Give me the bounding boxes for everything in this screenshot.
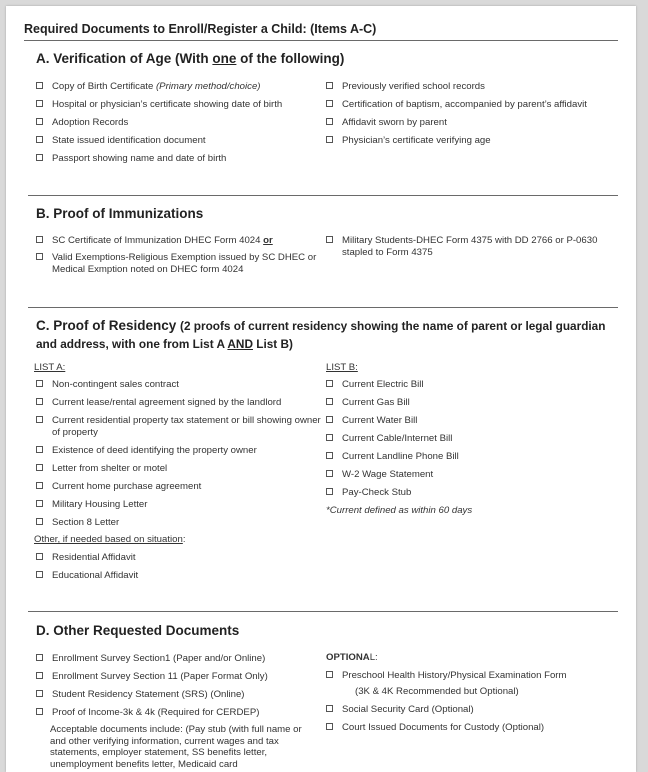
list-b-label: LIST B:: [326, 362, 358, 373]
checkbox-item[interactable]: Copy of Birth Certificate (Primary method/choice): [36, 81, 336, 93]
checkbox-item[interactable]: Physician’s certificate verifying age: [326, 135, 626, 147]
checkbox-icon[interactable]: [36, 553, 43, 560]
checkbox-icon[interactable]: [36, 672, 43, 679]
checkbox-icon[interactable]: [326, 671, 333, 678]
checkbox-icon[interactable]: [326, 705, 333, 712]
checkbox-item[interactable]: Residential Affidavit: [36, 552, 326, 564]
section-b-heading: B. Proof of Immunizations: [36, 206, 204, 221]
checkbox-item[interactable]: Preschool Health History/Physical Examination Form: [326, 670, 622, 682]
checkbox-item[interactable]: Student Residency Statement (SRS) (Online): [36, 689, 326, 701]
optional-label: OPTIONAL:: [326, 652, 378, 663]
checkbox-icon[interactable]: [326, 100, 333, 107]
checkbox-item[interactable]: Section 8 Letter: [36, 517, 326, 529]
checkbox-icon[interactable]: [36, 416, 43, 423]
checkbox-item[interactable]: Current Electric Bill: [326, 379, 616, 391]
checkbox-icon[interactable]: [326, 118, 333, 125]
current-definition-note: *Current defined as within 60 days: [326, 505, 473, 516]
checkbox-item[interactable]: State issued identification document: [36, 135, 336, 147]
checkbox-icon[interactable]: [326, 452, 333, 459]
document-page: [6, 6, 636, 772]
checkbox-icon[interactable]: [326, 236, 333, 243]
checkbox-icon[interactable]: [36, 118, 43, 125]
checkbox-icon[interactable]: [36, 100, 43, 107]
section-divider: [28, 611, 618, 612]
checkbox-icon[interactable]: [326, 398, 333, 405]
checkbox-icon[interactable]: [36, 136, 43, 143]
section-a-heading: A. Verification of Age (With one of the following): [36, 51, 345, 66]
checkbox-icon[interactable]: [36, 236, 43, 243]
checkbox-icon[interactable]: [36, 82, 43, 89]
acceptable-documents-text: Acceptable documents include: (Pay stub (with full name or and other verifying information, current wages and tax statements, employer statement, SS benefits letter, unemployment benefits letter, Medicaid card: [50, 724, 302, 770]
checkbox-icon[interactable]: [326, 82, 333, 89]
checkbox-icon[interactable]: [36, 654, 43, 661]
checkbox-item[interactable]: W-2 Wage Statement: [326, 469, 616, 481]
checkbox-icon[interactable]: [36, 518, 43, 525]
checkbox-item[interactable]: Letter from shelter or motel: [36, 463, 326, 475]
checkbox-item[interactable]: Military Housing Letter: [36, 499, 326, 511]
checkbox-item[interactable]: Adoption Records: [36, 117, 336, 129]
checkbox-icon[interactable]: [36, 500, 43, 507]
section-divider: [28, 307, 618, 308]
checkbox-item[interactable]: Passport showing name and date of birth: [36, 153, 336, 165]
checkbox-item[interactable]: Educational Affidavit: [36, 570, 326, 582]
checkbox-icon[interactable]: [326, 416, 333, 423]
checkbox-icon[interactable]: [326, 488, 333, 495]
checkbox-item[interactable]: Certification of baptism, accompanied by parent’s affidavit: [326, 99, 626, 111]
checkbox-item[interactable]: Social Security Card (Optional): [326, 704, 622, 716]
checkbox-icon[interactable]: [326, 434, 333, 441]
checkbox-item[interactable]: Enrollment Survey Section 11 (Paper Format Only): [36, 671, 326, 683]
checkbox-item[interactable]: Current Landline Phone Bill: [326, 451, 616, 463]
checkbox-item[interactable]: Proof of Income-3k & 4k (Required for CERDEP): [36, 707, 326, 719]
list-a-label: LIST A:: [34, 362, 66, 373]
checkbox-icon[interactable]: [326, 136, 333, 143]
checkbox-item[interactable]: Current home purchase agreement: [36, 481, 326, 493]
checkbox-item[interactable]: Valid Exemptions-Religious Exemption issued by SC DHEC or Medical Exmption noted on DHEC form 4024: [36, 252, 322, 275]
checkbox-item[interactable]: Current lease/rental agreement signed by the landlord: [36, 397, 326, 409]
title-divider: [24, 40, 618, 41]
page-title: Required Documents to Enroll/Register a Child: (Items A-C): [24, 22, 377, 36]
checkbox-item[interactable]: Non-contingent sales contract: [36, 379, 326, 391]
checkbox-icon[interactable]: [36, 571, 43, 578]
section-d-heading: D. Other Requested Documents: [36, 623, 240, 638]
checkbox-icon[interactable]: [36, 446, 43, 453]
checkbox-item[interactable]: Military Students-DHEC Form 4375 with DD 2766 or P-0630 stapled to Form 4375: [326, 235, 610, 258]
checkbox-icon[interactable]: [36, 380, 43, 387]
optional-note: (3K & 4K Recommended but Optional): [355, 686, 519, 697]
checkbox-item[interactable]: Pay-Check Stub: [326, 487, 616, 499]
checkbox-icon[interactable]: [326, 723, 333, 730]
checkbox-item[interactable]: Current Water Bill: [326, 415, 616, 427]
checkbox-item[interactable]: Previously verified school records: [326, 81, 626, 93]
checkbox-icon[interactable]: [36, 690, 43, 697]
section-c-heading: C. Proof of Residency (2 proofs of current residency showing the name of parent or legal guardian and address, with one from List A AND List B): [36, 318, 606, 351]
checkbox-item[interactable]: Current residential property tax statement or bill showing owner of property: [36, 415, 322, 438]
other-label: Other, if needed based on situation:: [34, 534, 186, 545]
checkbox-item[interactable]: Existence of deed identifying the property owner: [36, 445, 326, 457]
checkbox-item[interactable]: Affidavit sworn by parent: [326, 117, 626, 129]
checkbox-icon[interactable]: [36, 253, 43, 260]
checkbox-item[interactable]: Court Issued Documents for Custody (Optional): [326, 722, 622, 734]
checkbox-icon[interactable]: [326, 380, 333, 387]
checkbox-icon[interactable]: [36, 398, 43, 405]
checkbox-item[interactable]: Enrollment Survey Section1 (Paper and/or Online): [36, 653, 326, 665]
checkbox-icon[interactable]: [36, 708, 43, 715]
checkbox-item[interactable]: Current Gas Bill: [326, 397, 616, 409]
checkbox-item[interactable]: SC Certificate of Immunization DHEC Form 4024 or: [36, 235, 326, 247]
checkbox-item[interactable]: Hospital or physician’s certificate showing date of birth: [36, 99, 336, 111]
checkbox-icon[interactable]: [36, 464, 43, 471]
checkbox-icon[interactable]: [36, 482, 43, 489]
checkbox-icon[interactable]: [326, 470, 333, 477]
checkbox-item[interactable]: Current Cable/Internet Bill: [326, 433, 616, 445]
section-divider: [28, 195, 618, 196]
checkbox-icon[interactable]: [36, 154, 43, 161]
